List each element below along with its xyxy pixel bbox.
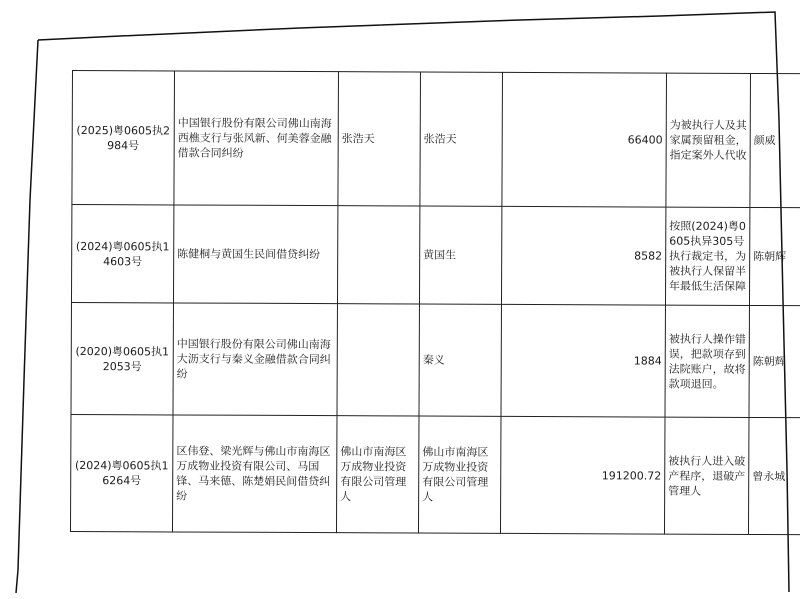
party-cell [337, 206, 419, 304]
judge-cell: 颜威 [750, 73, 800, 207]
payee-cell: 秦义 [419, 304, 501, 416]
case-cause-cell: 中国银行股份有限公司佛山南海西樵支行与张风新、何美蓉金融借款合同纠纷 [174, 71, 339, 206]
amount-cell: 1884 [501, 304, 665, 417]
case-cause-cell: 区伟登、梁光辉与佛山市南海区万成物业投资有限公司、马国锋、马来德、陈楚娟民间借贷纠纷 [172, 415, 337, 533]
table-row [71, 205, 800, 306]
case-number-cell: (2020)粤0605执12053号 [71, 302, 173, 414]
judge-cell: 陈朝辉 [749, 305, 800, 417]
party-cell: 佛山市南海区万成物业投资有限公司管理人 [336, 416, 419, 533]
case-number-cell: (2024)粤0605执14603号 [71, 205, 173, 303]
reason-cell: 被执行人进入破产程序，退破产管理人 [664, 417, 749, 534]
table-row [72, 71, 800, 208]
case-cause-cell: 中国银行股份有限公司佛山南海大沥支行与秦义金融借款合同纠纷 [173, 303, 337, 416]
table-row [70, 414, 800, 534]
party-cell [337, 304, 419, 416]
payee-cell: 张浩天 [420, 72, 503, 206]
judge-cell: 曾永城 [748, 417, 800, 534]
case-number-cell: (2024)粤0605执16264号 [70, 414, 173, 531]
case-number-cell: (2025)粤0605执2984号 [72, 71, 175, 205]
reason-cell: 被执行人操作错误，把款项存到法院账户，故将款项退回。 [665, 305, 749, 417]
case-table [70, 70, 800, 535]
payee-cell: 黄国生 [419, 206, 501, 304]
judge-cell: 陈朝辉 [749, 207, 800, 305]
reason-cell: 按照(2024)粤0605执异305号执行裁定书，为被执行人保留半年最低生活保障 [665, 207, 749, 305]
party-cell: 张浩天 [338, 72, 421, 206]
amount-cell: 191200.72 [500, 416, 665, 534]
payee-cell: 佛山市南海区万成物业投资有限公司管理人 [418, 416, 501, 533]
table-row [71, 302, 800, 417]
case-cause-cell: 陈健桐与黄国生民间借贷纠纷 [173, 205, 337, 304]
amount-cell: 66400 [502, 72, 667, 207]
amount-cell: 8582 [501, 206, 665, 305]
reason-cell: 为被执行人及其家属预留租金，指定案外人代收 [666, 73, 751, 207]
